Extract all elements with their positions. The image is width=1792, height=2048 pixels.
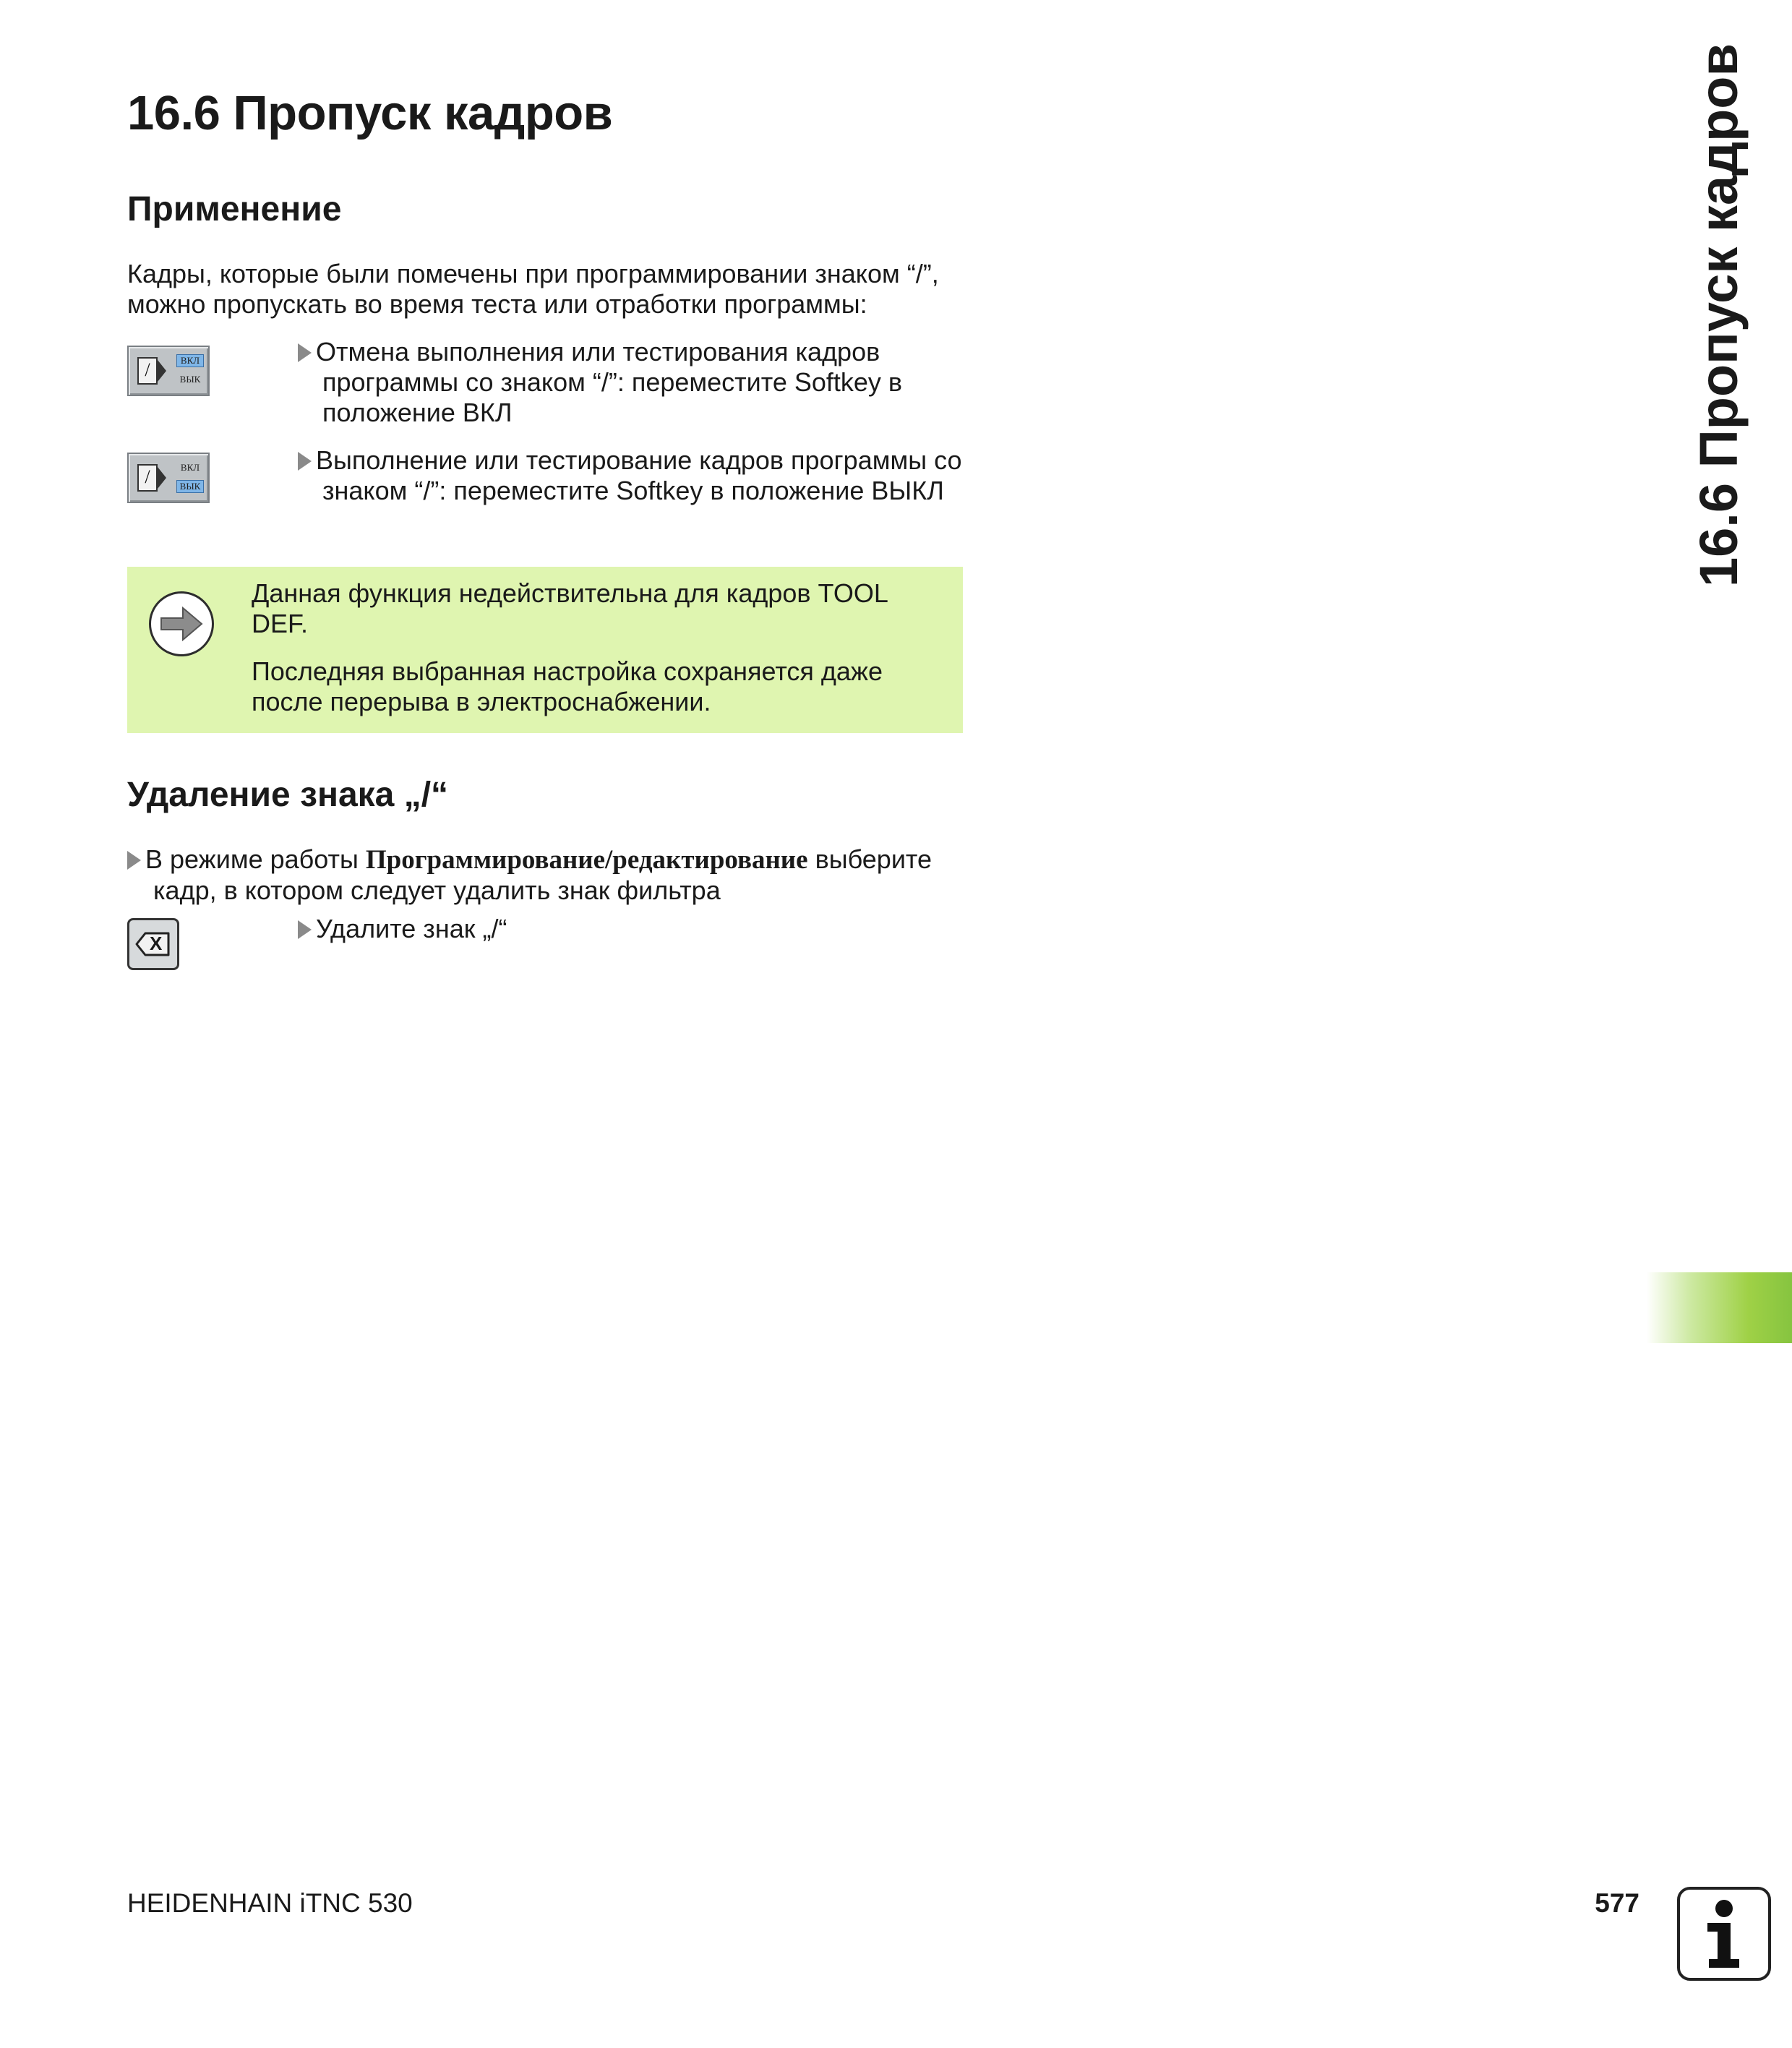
footer-product: HEIDENHAIN iTNC 530 (127, 1888, 413, 1918)
softkey-on-label: ВКЛ (176, 354, 204, 367)
info-icon (1677, 1887, 1771, 1981)
side-chapter-title: 16.6 Пропуск кадров (1689, 43, 1749, 587)
softkey-skip-on[interactable] (127, 346, 210, 396)
delete-step-select (127, 844, 973, 906)
delete-step-prefix: В режиме работы (145, 844, 366, 874)
delete-step-suffix: выберите кадр, в котором следует удалить знак фильтра (153, 844, 933, 905)
delete-key[interactable] (127, 918, 179, 970)
softkey-off-label: ВЫК (179, 374, 201, 385)
delete-step-remove-text: Удалите знак „/“ (316, 914, 507, 943)
section-title-apply: Применение (127, 190, 342, 228)
chapter-tab (1647, 1272, 1792, 1343)
step-arrow-icon (298, 452, 312, 471)
slash-softkey-icon: / (137, 357, 158, 385)
softkey-off-label: ВЫК (176, 480, 204, 493)
intro-paragraph: Кадры, которые были помечены при программировании знаком “/”, можно пропускать во время теста или отработки программы: (127, 259, 939, 319)
softkey-skip-off[interactable] (127, 453, 210, 503)
step-arrow-icon (127, 851, 141, 870)
page-title: 16.6 Пропуск кадров (127, 86, 613, 140)
mode-name: Программирование/редактирование (365, 845, 808, 875)
step-skip-on (298, 337, 963, 428)
page-number: 577 (1595, 1888, 1639, 1918)
step-arrow-icon (298, 343, 312, 362)
step-skip-off (298, 445, 963, 506)
softkey-on-label: ВКЛ (180, 462, 200, 473)
step-skip-on-text: Отмена выполнения или тестирования кадров программы со знаком “/”: переместите Softkey в положение ВКЛ (316, 337, 903, 427)
note-box (127, 567, 963, 733)
arrow-right-icon (149, 591, 214, 656)
softkey-pointer-icon (158, 467, 166, 489)
step-skip-off-text: Выполнение или тестирование кадров программы со знаком “/”: переместите Softkey в положение ВЫКЛ (316, 445, 962, 505)
slash-softkey-icon: / (137, 464, 158, 492)
section-title-delete: Удаление знака „/“ (127, 776, 449, 814)
step-arrow-icon (298, 920, 312, 939)
softkey-pointer-icon (158, 360, 166, 382)
delete-step-remove (298, 914, 963, 944)
delete-key-glyph: X (150, 933, 163, 954)
note-text-2: Последняя выбранная настройка сохраняется даже после перерыва в электроснабжении. (252, 656, 883, 716)
note-text-1: Данная функция недействительна для кадров TOOL DEF. (252, 578, 888, 638)
